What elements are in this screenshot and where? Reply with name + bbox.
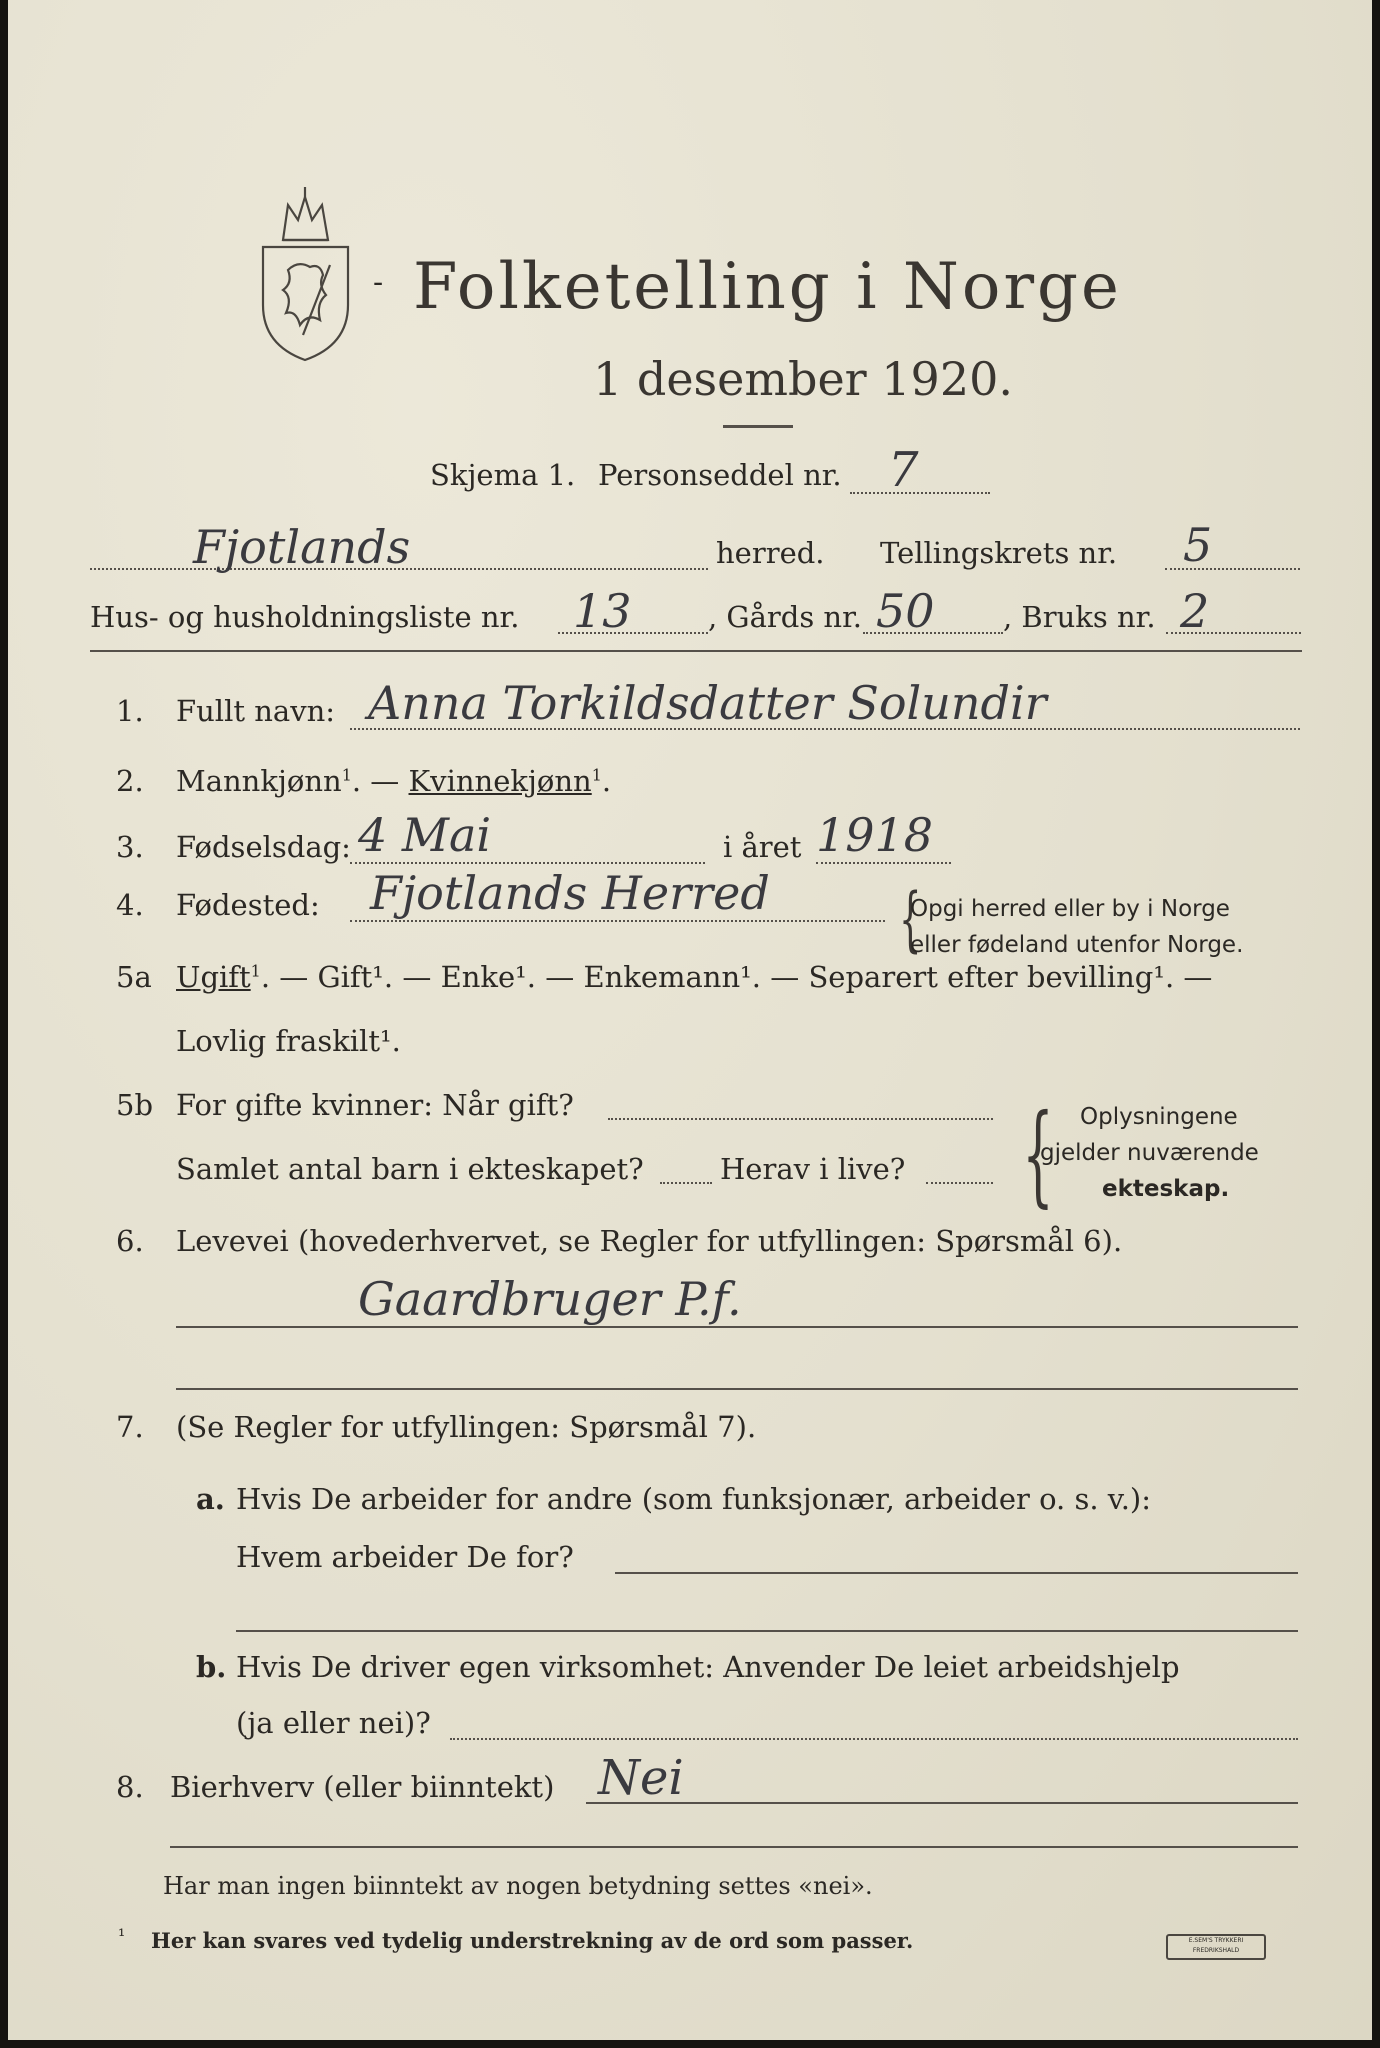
q4-label: Fødested:: [176, 888, 320, 922]
husliste-label: Hus- og husholdningsliste nr.: [90, 600, 520, 634]
q6-label: Levevei (hovederhvervet, se Regler for utfyllingen: Spørsmål 6).: [176, 1224, 1123, 1258]
census-form: [8, 0, 1372, 2040]
q5b-brace: {: [1022, 1090, 1054, 1218]
q5a-number: 5a: [116, 960, 152, 994]
q7b-line2: (ja eller nei)?: [236, 1706, 431, 1740]
title-divider: [723, 425, 793, 428]
q8-number: 8.: [116, 1770, 144, 1804]
q4-note-line1: Opgi herred eller by i Norge: [910, 896, 1230, 922]
q5b-note-line1: Oplysningene: [1080, 1104, 1238, 1130]
q3-label: Fødselsdag:: [176, 830, 351, 864]
tellingskrets-label: Tellingskrets nr.: [880, 536, 1118, 570]
q2-kvinne: Kvinnekjønn: [408, 764, 592, 798]
header-divider: [90, 650, 1302, 652]
q4-value: Fjotlands Herred: [370, 866, 770, 920]
census-date: 1 desember 1920.: [593, 352, 1013, 406]
q5a-options: Ugift$^1$. — Gift¹. — Enke¹. — Enkemann¹. — Separert efter bevilling¹. —: [176, 960, 1213, 994]
q2-options: Mannkjønn$^1$. — Kvinnekjønn$^1$.: [176, 764, 612, 798]
schema-label: Skjema 1.: [430, 458, 576, 492]
q5b-note-line3: ekteskap.: [1102, 1176, 1230, 1202]
personseddel-line: [850, 492, 990, 494]
q7b-answer-line: [450, 1738, 1298, 1740]
q5a-line2: Lovlig fraskilt¹.: [176, 1024, 401, 1058]
q5b-note-line2: gjelder nuværende: [1040, 1140, 1259, 1166]
q2-end: .: [601, 764, 612, 798]
q3-day-line: [350, 862, 705, 864]
husliste-value: 13: [573, 584, 632, 638]
q5b-children-line: [660, 1182, 712, 1184]
q6-line2: [176, 1388, 1298, 1390]
q5a-rest: . — Gift¹. — Enke¹. — Enkemann¹. — Separert efter bevilling¹. —: [260, 960, 1213, 994]
q8-extra-line: [170, 1846, 1298, 1848]
q8-label: Bierhverv (eller biinntekt): [170, 1770, 555, 1804]
q4-line: [350, 920, 885, 922]
q7-label: (Se Regler for utfyllingen: Spørsmål 7).: [176, 1410, 757, 1444]
q7b-letter: b.: [196, 1650, 227, 1684]
q3-value: 4 Mai: [358, 808, 492, 862]
q1-value: Anna Torkildsdatter Solundir: [368, 676, 1047, 730]
q7a-letter: a.: [196, 1482, 225, 1516]
q4-brace: {: [899, 878, 922, 960]
footer-note: Har man ingen biinntekt av nogen betydning settes «nei».: [163, 1872, 873, 1900]
footnote-mark: ¹: [118, 1926, 126, 1947]
title-dash: -: [373, 265, 384, 300]
q3-year-line: [816, 862, 951, 864]
q8-value: Nei: [598, 1750, 684, 1806]
q4-number: 4.: [116, 888, 144, 922]
q5b-line2b: Herav i live?: [720, 1152, 906, 1186]
printer-stamp: E.SEM'S TRYKKERI FREDRIKSHALD: [1166, 1934, 1266, 1960]
q7-number: 7.: [116, 1410, 144, 1444]
q6-line1: [176, 1326, 1298, 1328]
tellingskrets-value: 5: [1183, 518, 1213, 572]
form-title: Folketelling i Norge: [413, 250, 1122, 324]
q5b-number: 5b: [116, 1088, 154, 1122]
q5a-ugift: Ugift: [176, 960, 251, 994]
q3-year-label: i året: [723, 830, 802, 864]
q3-year-value: 1918: [816, 808, 934, 862]
q2-separator: . —: [351, 764, 409, 798]
q2-mann: Mannkjønn: [176, 764, 342, 798]
q4-note-line2: eller fødeland utenfor Norge.: [910, 932, 1244, 958]
personseddel-label: Personseddel nr.: [598, 458, 842, 492]
herred-label: herred.: [716, 536, 825, 570]
q8-answer-line: [586, 1802, 1298, 1804]
q7b-line1: Hvis De driver egen virksomhet: Anvender De leiet arbeidshjelp: [236, 1650, 1180, 1684]
q6-number: 6.: [116, 1224, 144, 1258]
q7a-extra-line: [236, 1630, 1298, 1632]
q7a-line2: Hvem arbeider De for?: [236, 1540, 574, 1574]
q2-number: 2.: [116, 764, 144, 798]
q6-value: Gaardbruger P.f.: [358, 1272, 742, 1326]
personseddel-value: 7: [888, 442, 919, 498]
bruks-label: , Bruks nr.: [1003, 600, 1156, 634]
gards-value: 50: [876, 584, 935, 638]
q7a-line1: Hvis De arbeider for andre (som funksjonær, arbeider o. s. v.):: [236, 1482, 1152, 1516]
gards-label: , Gårds nr.: [708, 600, 862, 634]
q1-label: Fullt navn:: [176, 694, 336, 728]
q5b-married-line: [608, 1118, 993, 1120]
q5b-alive-line: [926, 1182, 993, 1184]
q5b-line2a: Samlet antal barn i ekteskapet?: [176, 1152, 644, 1186]
q1-number: 1.: [116, 694, 144, 728]
q7a-answer-line: [615, 1572, 1298, 1574]
norwegian-coat-of-arms-icon: [248, 185, 363, 365]
herred-value: Fjotlands: [193, 520, 411, 574]
footnote: Her kan svares ved tydelig understrekning av de ord som passer.: [151, 1928, 914, 1953]
bruks-value: 2: [1180, 584, 1210, 638]
q3-number: 3.: [116, 830, 144, 864]
q5b-line1: For gifte kvinner: Når gift?: [176, 1088, 574, 1122]
